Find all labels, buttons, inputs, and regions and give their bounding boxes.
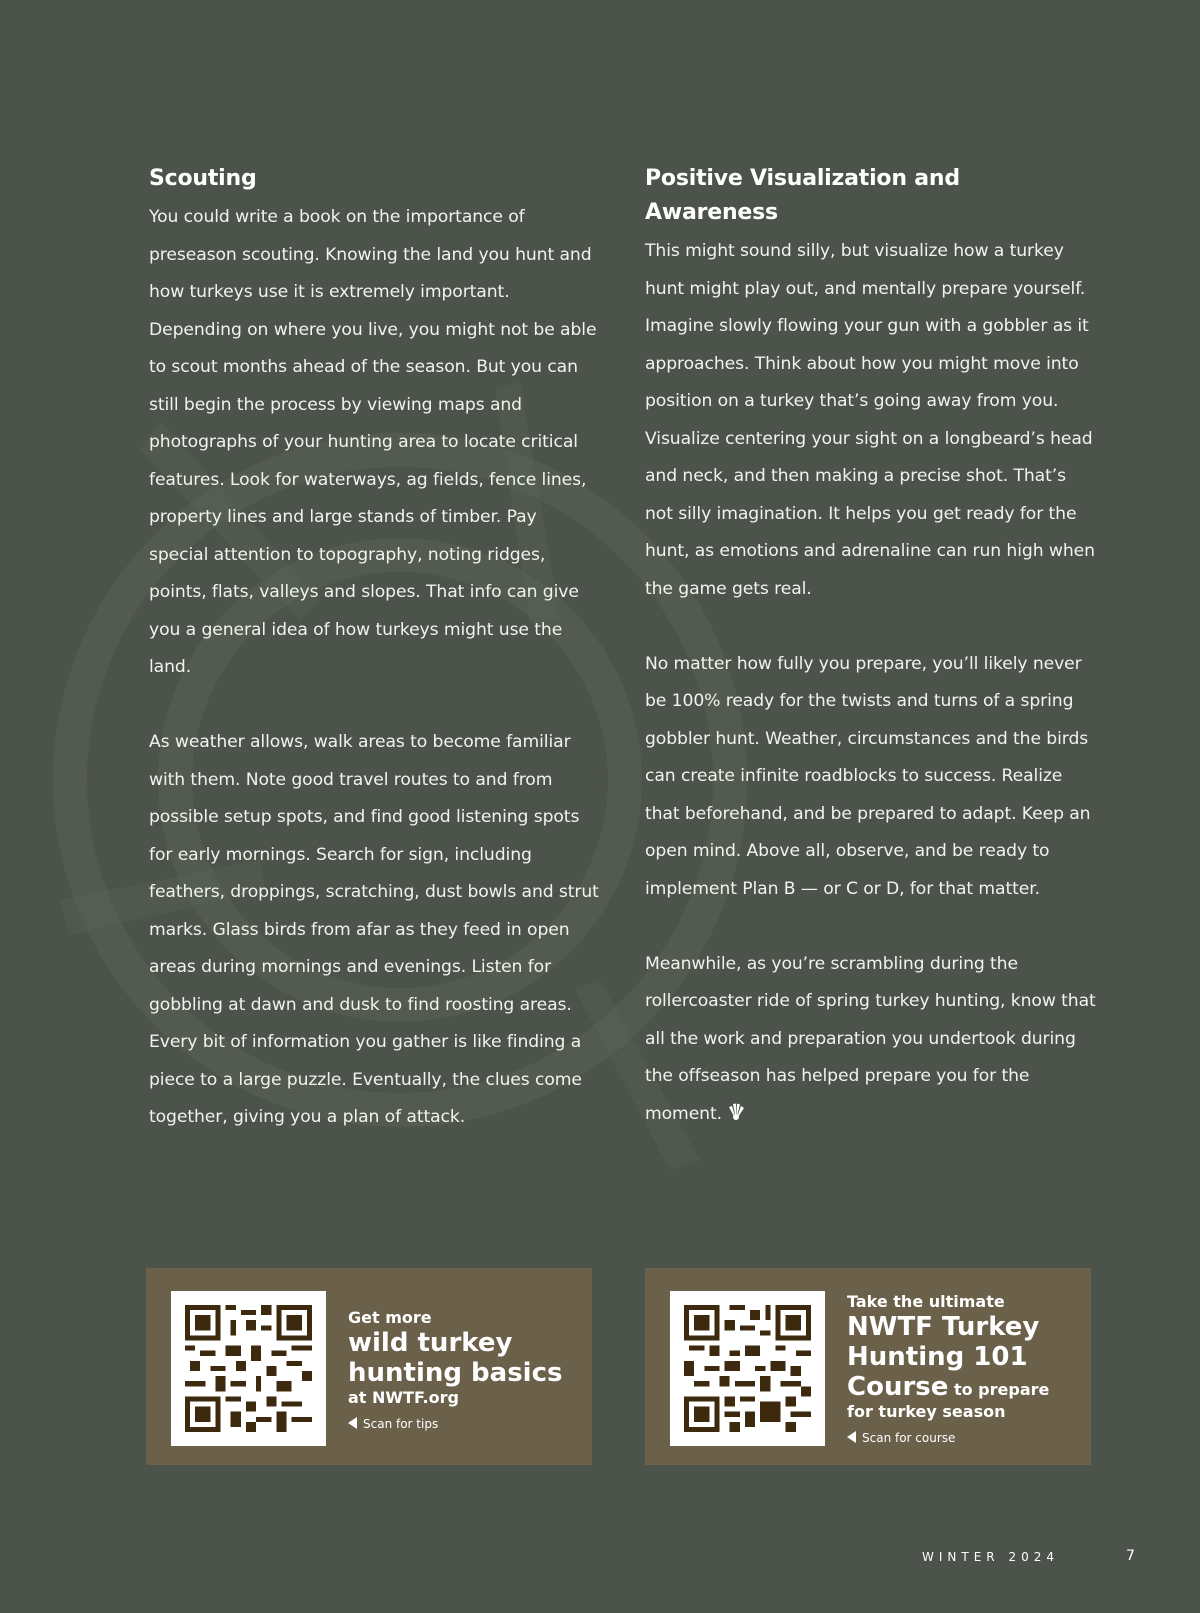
scan-for-course-label (847, 1430, 1049, 1446)
visualization-paragraph-2: No matter how fully you prepare, you’ll likely never be 100% ready for the twists and turns of a spring gobbler hunt. Weather, circumstances and the birds can create infinite roadblocks to success. Realize that beforehand, and be prepared to adapt. Keep an open mind. Above all, observe, and be ready to implement Plan B — or C or D, for that matter. (645, 653, 1091, 899)
turkey-fan-icon (726, 1102, 746, 1122)
qr-code-course[interactable] (670, 1291, 825, 1446)
promo-line-turkey-season: for turkey season (847, 1402, 1006, 1421)
promo-box-hunting-basics[interactable] (146, 1268, 592, 1465)
course-title-suffix: to prepare (948, 1380, 1050, 1399)
visualization-heading: Positive Visualization and Awareness (645, 166, 960, 225)
promo-line-get-more: Get more (348, 1308, 432, 1327)
scouting-paragraph-2: As weather allows, walk areas to become familiar with them. Note good travel routes to and from possible setup spots, and find good listening spots for early mornings. Search for sign, including feathers, droppings, scratching, dust bowls and strut marks. Glass birds from afar as they feed in open areas during mornings and evenings. Listen for gobbling at dawn and dusk to find roosting areas. Every bit of information you gather is like finding a piece to a large puzzle. Eventually, the clues come together, giving you a plan of attack. (149, 732, 599, 1127)
promo-box-course[interactable] (645, 1268, 1091, 1465)
promo-line-take-the-ultimate: Take the ultimate (847, 1292, 1005, 1311)
scouting-section (149, 162, 599, 1137)
qr-code-tips[interactable] (171, 1291, 326, 1446)
visualization-section (645, 162, 1097, 1133)
qr-code-icon (684, 1305, 811, 1432)
promo-title-line-2: hunting basics (348, 1358, 563, 1388)
scan-for-course-text: Scan for course (862, 1431, 956, 1445)
left-arrow-icon (847, 1431, 856, 1443)
course-title-line-1: NWTF Turkey (847, 1312, 1040, 1342)
scouting-heading: Scouting (149, 166, 257, 191)
promo-text-course (847, 1292, 1049, 1446)
visualization-paragraph-3-text: Meanwhile, as you’re scrambling during the rollercoaster ride of spring turkey hunting, know that all the work and preparation you undertook during the offseason has helped prepare you for the moment. (645, 953, 1096, 1124)
scan-for-tips-text: Scan for tips (363, 1417, 439, 1431)
course-title-line-2: Hunting 101 (847, 1342, 1028, 1372)
scan-for-tips-label (348, 1416, 562, 1432)
promo-line-website: at NWTF.org (348, 1388, 459, 1407)
promo-title-line-1: wild turkey (348, 1328, 513, 1358)
course-title-line-3 (847, 1372, 1049, 1402)
page-number: 7 (1126, 1548, 1135, 1564)
visualization-paragraph-1: This might sound silly, but visualize how a turkey hunt might play out, and mentally prepare yourself. Imagine slowly flowing your gun with a gobbler as it approaches. Think about how you might move into position on a turkey that’s going away from you. Visualize centering your sight on a longbeard’s head and neck, and then making a precise shot. That’s not silly imagination. It helps you get ready for the hunt, as emotions and adrenaline can run high when the game gets real. (645, 241, 1095, 599)
promo-text-hunting-basics (348, 1308, 562, 1432)
scouting-paragraph-1: You could write a book on the importance of preseason scouting. Knowing the land you hunt and how turkeys use it is extremely important. Depending on where you live, you might not be able to scout months ahead of the season. But you can still begin the process by viewing maps and photographs of your hunting area to locate critical features. Look for waterways, ag fields, fence lines, property lines and large stands of timber. Pay special attention to topography, noting ridges, points, flats, valleys and slopes. That info can give you a general idea of how turkeys might use the land. (149, 207, 597, 677)
qr-code-icon (185, 1305, 312, 1432)
course-title-course-word: Course (847, 1372, 949, 1402)
left-arrow-icon (348, 1417, 357, 1429)
issue-label: WINTER 2024 (922, 1550, 1059, 1564)
visualization-paragraph-3 (645, 946, 1097, 1134)
